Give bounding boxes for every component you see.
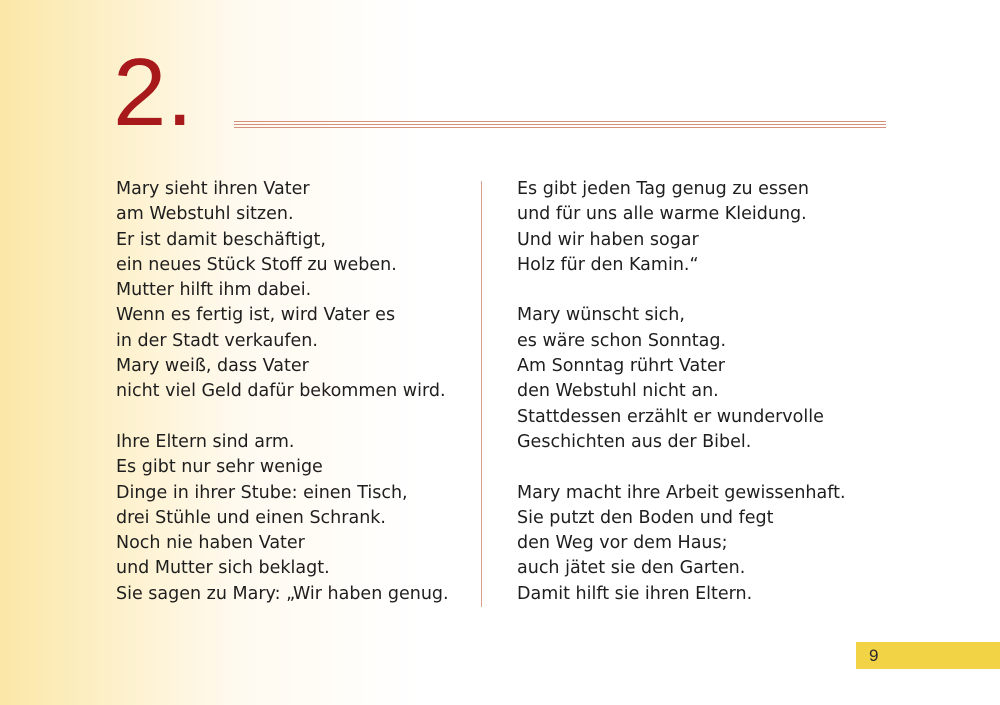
verse-line: den Weg vor dem Haus; (517, 533, 728, 554)
title-rule-line (234, 124, 886, 125)
page-number-tab (856, 642, 1000, 669)
verse-line: Wenn es fertig ist, wird Vater es (116, 305, 396, 326)
title-rule (234, 121, 886, 127)
verse-line: am Webstuhl sitzen. (116, 204, 294, 225)
verse-line: Noch nie haben Vater (116, 533, 305, 554)
verse-line: nicht viel Geld dafür bekommen wird. (116, 381, 446, 402)
left-text-column (116, 177, 466, 607)
verse-line: Sie sagen zu Mary: „Wir haben genug. (116, 583, 449, 604)
title-rule-line (234, 127, 886, 128)
verse-line: Es gibt nur sehr wenige (116, 457, 323, 478)
verse-line: Holz für den Kamin.“ (517, 254, 699, 275)
page-number: 9 (869, 646, 879, 665)
column-divider (481, 181, 482, 607)
verse-line: Sie putzt den Boden und fegt (517, 507, 774, 528)
stanza (116, 177, 466, 405)
verse-line: Damit hilft sie ihren Eltern. (517, 583, 753, 604)
verse-line: und für uns alle warme Kleidung. (517, 204, 807, 225)
verse-line: und Mutter sich beklagt. (116, 558, 330, 579)
verse-line: Am Sonntag rührt Vater (517, 356, 725, 377)
verse-line: Mary macht ihre Arbeit gewissenhaft. (517, 482, 846, 503)
chapter-number: 2. (113, 39, 194, 146)
verse-line: Und wir haben sogar (517, 229, 699, 250)
verse-line: auch jätet sie den Garten. (517, 558, 746, 579)
stanza (517, 303, 877, 455)
verse-line: Mary sieht ihren Vater (116, 179, 310, 199)
verse-line: Mutter hilft ihm dabei. (116, 280, 312, 301)
verse-line: Mary weiß, dass Vater (116, 356, 309, 377)
stanza (517, 481, 877, 607)
verse-line: Er ist damit beschäftigt, (116, 229, 326, 250)
verse-line: in der Stadt verkaufen. (116, 330, 318, 351)
verse-line: drei Stühle und einen Schrank. (116, 507, 386, 528)
verse-line: Dinge in ihrer Stube: einen Tisch, (116, 482, 408, 503)
verse-line: ein neues Stück Stoff zu weben. (116, 254, 397, 275)
verse-line: den Webstuhl nicht an. (517, 381, 719, 402)
verse-line: Ihre Eltern sind arm. (116, 431, 295, 452)
title-rule-line (234, 121, 886, 122)
verse-line: Es gibt jeden Tag genug zu essen (517, 179, 810, 199)
verse-line: es wäre schon Sonntag. (517, 330, 727, 351)
stanza (116, 430, 466, 607)
stanza (517, 177, 877, 278)
verse-line: Geschichten aus der Bibel. (517, 431, 752, 452)
verse-line: Stattdessen erzählt er wundervolle (517, 406, 824, 427)
right-text-column (517, 177, 877, 607)
verse-line: Mary wünscht sich, (517, 305, 685, 326)
